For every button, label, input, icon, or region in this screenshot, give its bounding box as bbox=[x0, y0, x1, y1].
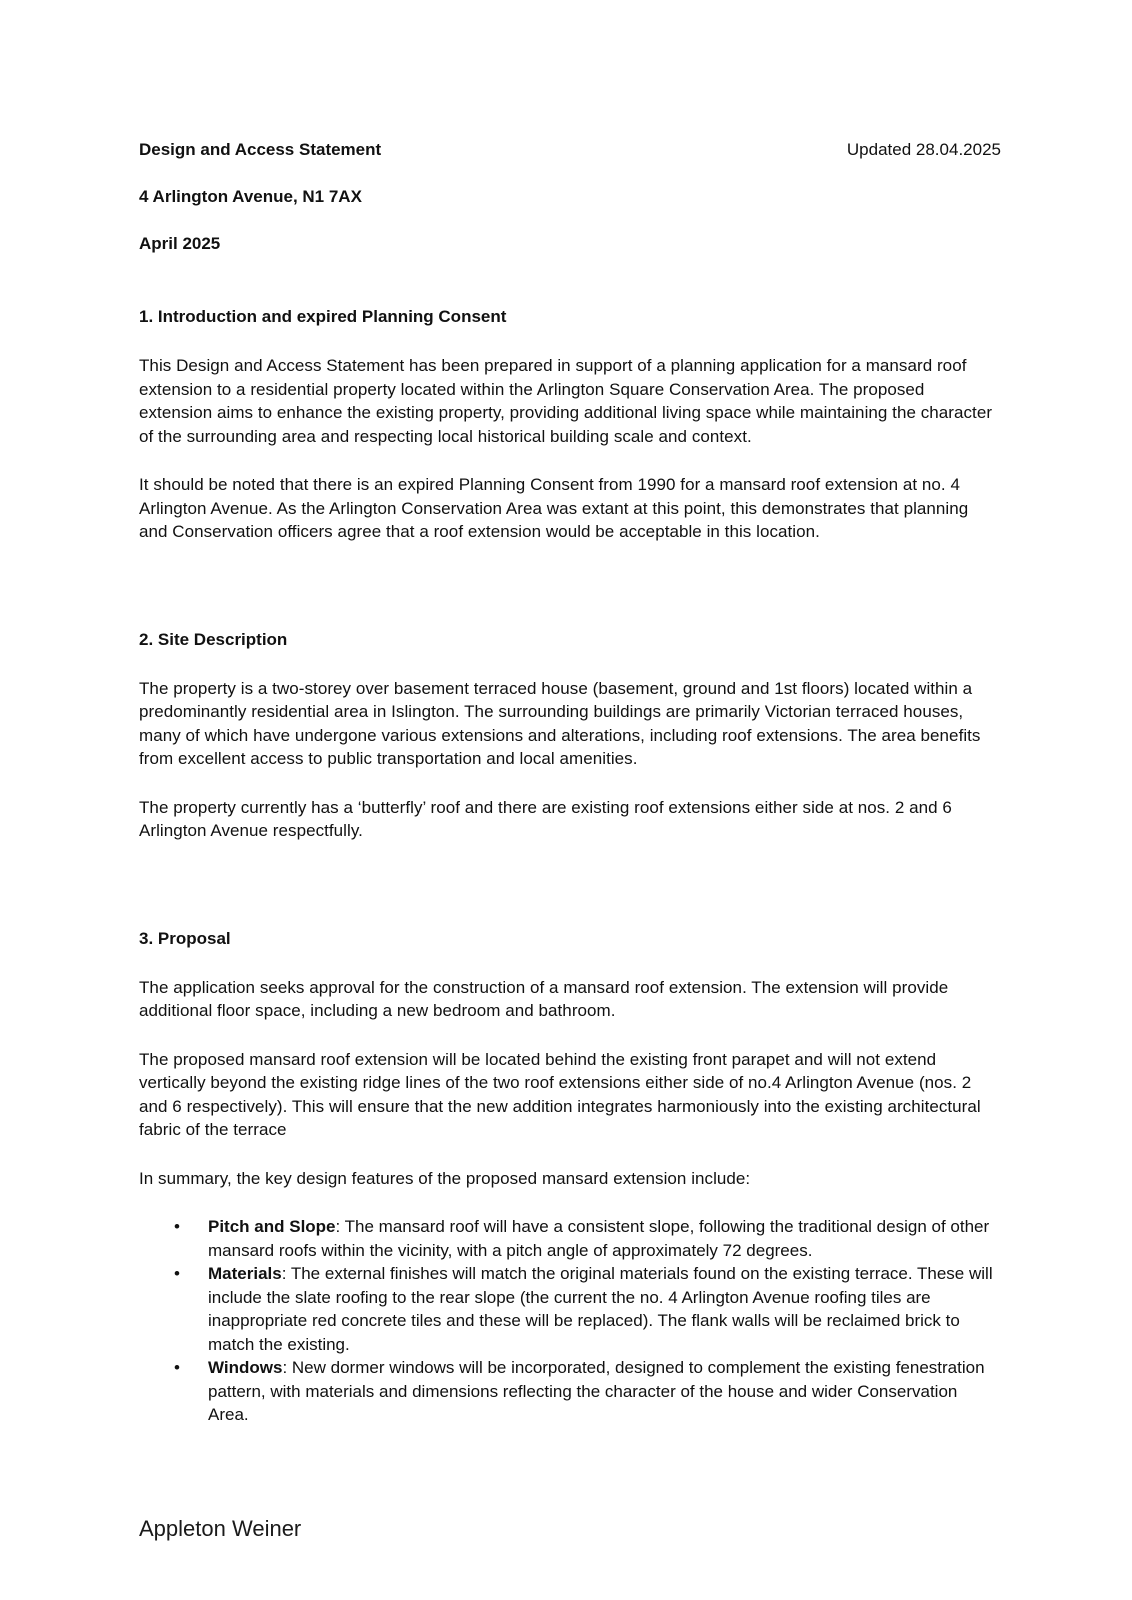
paragraph: The application seeks approval for the construction of a mansard roof extension. The extension will provide additional floor space, including a new bedroom and bathroom. bbox=[139, 977, 949, 1020]
section-heading-site-description: 2. Site Description bbox=[139, 629, 288, 649]
feature-text: : The external finishes will match the original materials found on the existing terrace. These will include the slate roofing to the rear slope (the current the no. 4 Arlington Avenue roofing tiles are inappropriate red concrete tiles and these will be replaced). The flank walls will be reclaimed brick to match the existing. bbox=[208, 1264, 993, 1354]
feature-term: Pitch and Slope bbox=[208, 1217, 336, 1236]
design-features-list bbox=[139, 1215, 1001, 1427]
feature-text: : New dormer windows will be incorporated, designed to complement the existing fenestration pattern, with materials and dimensions reflecting the character of the house and wider Conservation Area. bbox=[208, 1358, 985, 1424]
paragraph: This Design and Access Statement has been prepared in support of a planning application for a mansard roof extension to a residential property located within the Arlington Square Conservation Area. The proposed extension aims to enhance the existing property, providing additional living space while maintaining the character of the surrounding area and respecting local historical building scale and context. bbox=[139, 356, 993, 446]
bullet-icon: • bbox=[174, 1264, 180, 1283]
document-date: April 2025 bbox=[139, 234, 221, 253]
bullet-icon: • bbox=[174, 1358, 180, 1377]
paragraph: The proposed mansard roof extension will be located behind the existing front parapet and will not extend vertically beyond the existing ridge lines of the two roof extensions either side of no.4 Arlington Avenue (nos. 2 and 6 respectively). This will ensure that the new addition integrates harmoniously into the existing architectural fabric of the terrace bbox=[139, 1049, 981, 1139]
list-item bbox=[139, 1215, 1001, 1262]
feature-term: Windows bbox=[208, 1358, 283, 1377]
property-address: 4 Arlington Avenue, N1 7AX bbox=[139, 187, 362, 206]
feature-term: Materials bbox=[208, 1264, 282, 1283]
updated-date: Updated 28.04.2025 bbox=[846, 140, 1001, 159]
list-item bbox=[139, 1262, 1001, 1356]
document-header bbox=[139, 138, 1001, 162]
document-title: Design and Access Statement bbox=[139, 140, 382, 159]
footer-brand: Appleton Weiner bbox=[139, 1516, 302, 1541]
feature-text: : The mansard roof will have a consistent slope, following the traditional design of other mansard roofs within the vicinity, with a pitch angle of approximately 72 degrees. bbox=[208, 1217, 990, 1260]
paragraph: It should be noted that there is an expired Planning Consent from 1990 for a mansard roof extension at no. 4 Arlington Avenue. As the Arlington Conservation Area was extant at this point, this demonstrates that planning and Conservation officers agree that a roof extension would be acceptable in this location. bbox=[139, 475, 969, 541]
paragraph: In summary, the key design features of the proposed mansard extension include: bbox=[139, 1168, 751, 1188]
bullet-icon: • bbox=[174, 1217, 180, 1236]
section-heading-introduction: 1. Introduction and expired Planning Consent bbox=[139, 307, 507, 326]
document-page bbox=[139, 138, 1001, 1427]
paragraph: The property currently has a ‘butterfly’ roof and there are existing roof extensions either side at nos. 2 and 6 Arlington Avenue respectfully. bbox=[139, 797, 952, 840]
list-item bbox=[139, 1356, 1001, 1427]
section-heading-proposal: 3. Proposal bbox=[139, 928, 231, 948]
paragraph: The property is a two-storey over basement terraced house (basement, ground and 1st floors) located within a predominantly residential area in Islington. The surrounding buildings are primarily Victorian terraced houses, many of which have undergone various extensions and alterations, including roof extensions. The area benefits from excellent access to public transportation and local amenities. bbox=[139, 678, 981, 768]
